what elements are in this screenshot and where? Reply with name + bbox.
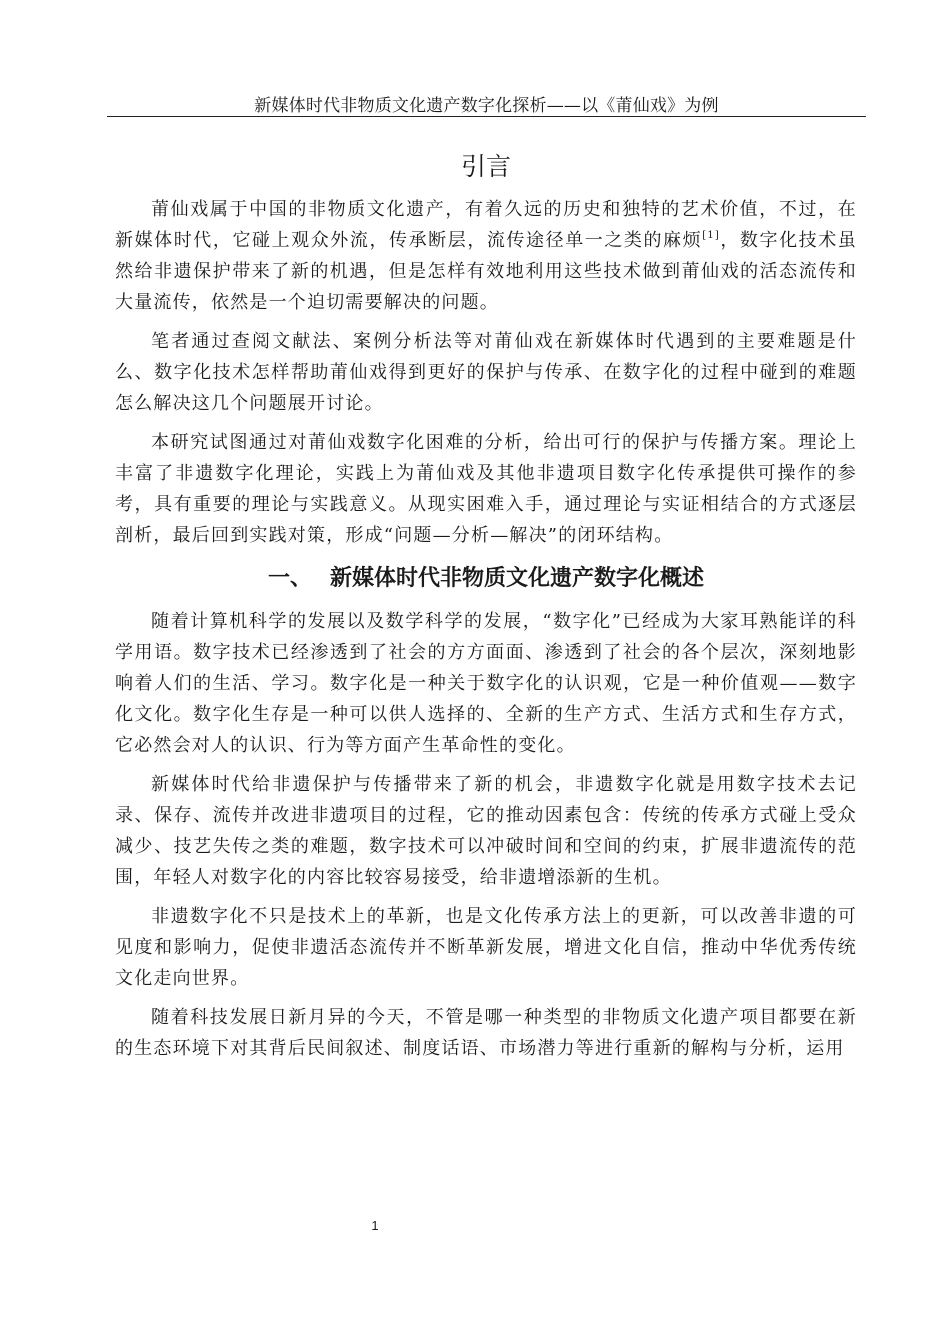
intro-paragraph-1: [115, 194, 857, 318]
page-content: [115, 150, 857, 1064]
section-heading: [115, 562, 857, 596]
citation-ref: [1]: [702, 230, 720, 241]
section-paragraph-2: 新媒体时代给非遗保护与传播带来了新的机会，非遗数字化就是用数字技术去记录、保存、流传并改进非遗项目的过程，它的推动因素包含：传统的传承方式碰上受众减少、技艺失传之类的难题，数字技术可以冲破时间和空间的约束，扩展非遗流传的范围，年轻人对数字化的内容比较容易接受，给非遗增添新的生机。: [115, 774, 857, 888]
section-number: 一、: [267, 566, 312, 591]
intro-paragraph-3: 本研究试图通过对莆仙戏数字化困难的分析，给出可行的保护与传播方案。理论上丰富了非遗数字化理论，实践上为莆仙戏及其他非遗项目数字化传承提供可操作的参考，具有重要的理论与实践意义。从现实困难入手，通过理论与实证相结合的方式逐层剖析，最后回到实践对策，形成“问题—分析—解决”的闭环结构。: [115, 432, 857, 546]
intro-paragraph-1-text-a: 莆仙戏属于中国的非物质文化遗产，有着久远的历史和独特的艺术价值，不过，在新媒体时代，它碰上观众外流，传承断层，流传途径单一之类的麻烦: [115, 199, 857, 251]
section-title: 新媒体时代非物质文化遗产数字化概述: [330, 566, 705, 591]
header-rule: [107, 116, 866, 117]
intro-title: 引言: [460, 152, 511, 181]
running-header: 新媒体时代非物质文化遗产数字化探析——以《莆仙戏》为例: [254, 96, 719, 116]
section-paragraph-1: 随着计算机科学的发展以及数学科学的发展，“数字化”已经成为大家耳熟能详的科学用语。数字技术已经渗透到了社会的方方面面、渗透到了社会的各个层次，深刻地影响着人们的生活、学习。数字化是一种关于数字化的认识观，它是一种价值观——数字化文化。数字化生存是一种可以供人选择的、全新的生产方式、生活方式和生存方式，它必然会对人的认识、行为等方面产生革命性的变化。: [115, 611, 857, 756]
section-paragraph-3: 非遗数字化不只是技术上的革新，也是文化传承方法上的更新，可以改善非遗的可见度和影响力，促使非遗活态流传并不断革新发展，增进文化自信，推动中华优秀传统文化走向世界。: [115, 906, 857, 989]
intro-paragraph-1-text-b: ，数字化技术虽然给非遗保护带来了新的机遇，但是怎样有效地利用这些技术做到莆仙戏的活态流传和大量流传，依然是一个迫切需要解决的问题。: [115, 230, 858, 313]
intro-paragraph-2: 笔者通过查阅文献法、案例分析法等对莆仙戏在新媒体时代遇到的主要难题是什么、数字化技术怎样帮助莆仙戏得到更好的保护与传承、在数字化的过程中碰到的难题怎么解决这几个问题展开讨论。: [115, 331, 857, 414]
section-paragraph-4: 随着科技发展日新月异的今天，不管是哪一种类型的非物质文化遗产项目都要在新的生态环境下对其背后民间叙述、制度话语、市场潜力等进行重新的解构与分析，运用: [115, 1007, 857, 1059]
page-number: 1: [371, 1218, 379, 1233]
